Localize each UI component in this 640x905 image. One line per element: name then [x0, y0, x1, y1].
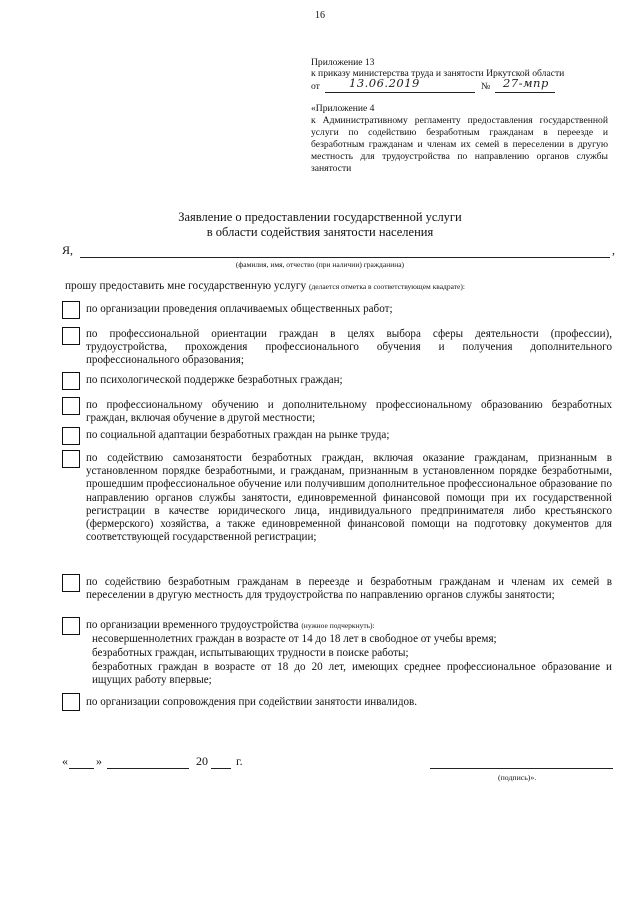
option-career-guidance: по профессиональной ориентации граждан в целях выбора сферы деятельности (профессии), трудоустройства, прохождения профессионального обучения и получения дополнительного профессионального образования;: [86, 328, 612, 367]
request-note: (делается отметка в соответствующем квадрате):: [308, 282, 465, 291]
appendix-13-title: Приложение 13: [311, 57, 375, 68]
option-self-employment: по содействию самозанятости безработных граждан, включая оказание гражданам, признанным в установленном порядке безработными, и гражданам, признанным в установленном порядке безработными, прошедшим профессиональное обучение или получившим дополнительное профессиональное образование по направлению органов службы занятости, единовременной финансовой помощи при их государственной регистрации в качестве юридического лица, индивидуального предпринимателя либо крестьянского (фермерского) хозяйства, а также единовременной финансовой помощи на подготовку документов для соответствующей государственной регистрации;: [86, 452, 612, 544]
option-psychological-support: по психологической поддержке безработных граждан;: [86, 374, 343, 386]
checkbox-career-guidance[interactable]: [62, 327, 80, 345]
checkbox-self-employment[interactable]: [62, 450, 80, 468]
request-label: прошу предоставить мне государственную услугу: [65, 280, 307, 292]
day-field[interactable]: [69, 754, 94, 769]
form-title: [140, 210, 500, 240]
temporary-employment-note: (нужное подчеркнуть):: [301, 621, 375, 630]
month-field[interactable]: [107, 754, 189, 769]
appendix-13-order: к приказу министерства труда и занятости Иркутской области: [311, 68, 565, 79]
name-field-caption: (фамилия, имя, отчество (при наличии) гражданина): [235, 260, 405, 269]
option-relocation-assistance: по содействию безработным гражданам в переезде и безработным гражданам и членам их семей в переселении в другую местность для трудоустройства по направлению органов службы занятости;: [86, 576, 612, 602]
appendix-4-text: к Административному регламенту предоставления государственной услуги по содействию безработным гражданам в переезде и безработным гражданам и членам их семей в переселении в другую местность для трудоустройства по направлению органов службы занятости: [311, 115, 608, 174]
handwritten-date: 13.06.2019: [349, 76, 420, 90]
checkbox-psychological-support[interactable]: [62, 372, 80, 390]
option-professional-training: по профессиональному обучению и дополнительному профессиональному образованию безработных граждан, включая обучение в другой местности;: [86, 399, 612, 425]
request-text: [65, 280, 465, 292]
checkbox-temporary-employment[interactable]: [62, 617, 80, 635]
signature-field[interactable]: [430, 768, 613, 769]
signature-caption: (подпись)».: [498, 773, 537, 782]
appendix-13-date-number: [311, 76, 608, 94]
from-label: от: [311, 81, 320, 92]
temporary-employment-label: по организации временного трудоустройства: [86, 619, 299, 631]
form-title-line-1: Заявление о предоставлении государственной услуги: [178, 210, 462, 224]
page-number: 16: [315, 10, 325, 21]
checkbox-relocation-assistance[interactable]: [62, 574, 80, 592]
number-label: №: [481, 81, 491, 92]
year-suffix: г.: [236, 754, 243, 768]
suboption-minors[interactable]: несовершеннолетних граждан в возрасте от 14 до 18 лет в свободное от учебы время;: [92, 633, 497, 645]
form-title-line-2: в области содействия занятости населения: [206, 225, 434, 239]
checkbox-social-adaptation[interactable]: [62, 427, 80, 445]
date-line: [62, 754, 282, 772]
handwritten-number: 27-мпр: [503, 76, 549, 90]
checkbox-public-works[interactable]: [62, 301, 80, 319]
appendix-4-title: «Приложение 4: [311, 103, 375, 114]
option-social-adaptation: по социальной адаптации безработных граждан на рынке труда;: [86, 429, 390, 441]
checkbox-disability-support[interactable]: [62, 693, 80, 711]
date-open-quote: «: [62, 754, 68, 768]
option-temporary-employment: [86, 619, 612, 632]
year-prefix: 20: [196, 754, 208, 768]
date-close-quote: »: [96, 754, 102, 768]
year-field[interactable]: [211, 754, 231, 769]
applicant-name-field[interactable]: [80, 243, 610, 258]
checkbox-professional-training[interactable]: [62, 397, 80, 415]
suboption-young-graduates[interactable]: безработных граждан в возрасте от 18 до 20 лет, имеющих среднее профессиональное образование и ищущих работу впервые;: [92, 661, 612, 687]
option-disability-support: по организации сопровождения при содействии занятости инвалидов.: [86, 696, 418, 708]
name-comma: ,: [612, 243, 615, 257]
ya-label: Я,: [62, 243, 74, 257]
applicant-name-line: [62, 243, 622, 259]
option-public-works: по организации проведения оплачиваемых общественных работ;: [86, 303, 393, 315]
suboption-job-search-difficulty[interactable]: безработных граждан, испытывающих трудности в поиске работы;: [92, 647, 409, 659]
